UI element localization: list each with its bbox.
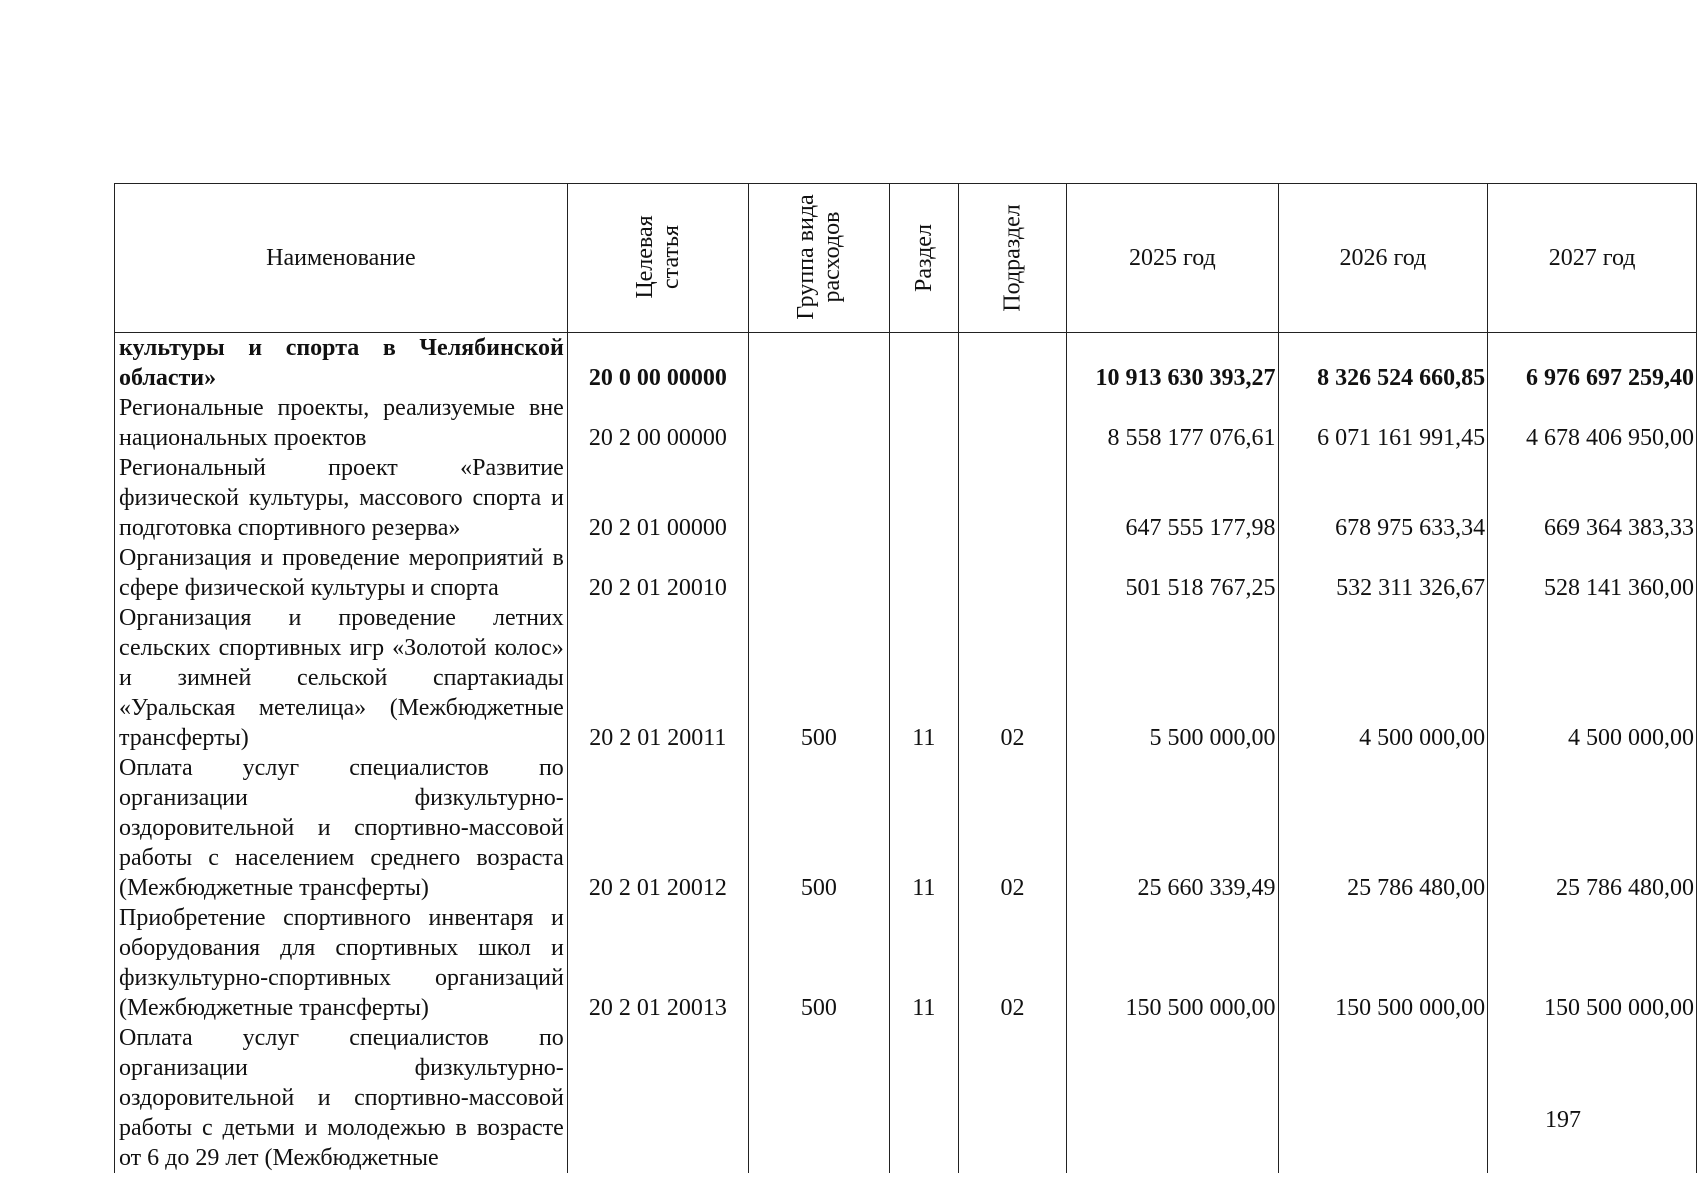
- header-exp-group-label: Группа вида расходов: [792, 194, 845, 320]
- header-2025: 2025 год: [1067, 184, 1278, 333]
- page-number: 197: [1545, 1107, 1581, 1133]
- row-group: 500: [748, 903, 889, 1023]
- header-section-label: Раздел: [910, 224, 937, 292]
- row-name: Оплата услуг специалистов по организации физкультурно-оздоровительной и спортивно-массовой работы с населением среднего возраста (Межбюджетные трансферты): [115, 753, 568, 903]
- row-subsection: [958, 393, 1066, 453]
- header-name: Наименование: [115, 184, 568, 333]
- row-2027: 669 364 383,33: [1488, 453, 1697, 543]
- row-subsection: [958, 543, 1066, 603]
- row-2026: 8 326 524 660,85: [1278, 333, 1488, 394]
- header-2027: 2027 год: [1488, 184, 1697, 333]
- row-2025: 647 555 177,98: [1067, 453, 1278, 543]
- row-group: [748, 393, 889, 453]
- table-row: [115, 603, 1697, 753]
- budget-table: [114, 183, 1697, 1173]
- header-section: [889, 184, 958, 333]
- table-row: [115, 903, 1697, 1023]
- row-section: 11: [889, 753, 958, 903]
- row-subsection: [958, 453, 1066, 543]
- row-2026: 6 071 161 991,45: [1278, 393, 1488, 453]
- row-code: 20 2 01 20010: [567, 543, 748, 603]
- row-code: 20 0 00 00000: [567, 333, 748, 394]
- row-name: Региональный проект «Развитие физической культуры, массового спорта и подготовка спортивного резерва»: [115, 453, 568, 543]
- header-subsection-label: Подраздел: [999, 204, 1026, 312]
- row-group: [748, 1023, 889, 1173]
- row-code: 20 2 01 20013: [567, 903, 748, 1023]
- row-code: [567, 1023, 748, 1173]
- row-2025: 8 558 177 076,61: [1067, 393, 1278, 453]
- header-2026: 2026 год: [1278, 184, 1488, 333]
- row-section: [889, 333, 958, 394]
- row-2026: 678 975 633,34: [1278, 453, 1488, 543]
- row-2026: 532 311 326,67: [1278, 543, 1488, 603]
- row-2025: 150 500 000,00: [1067, 903, 1278, 1023]
- row-2027: 150 500 000,00: [1488, 903, 1697, 1023]
- row-section: [889, 453, 958, 543]
- row-section: 11: [889, 903, 958, 1023]
- row-2026: 25 786 480,00: [1278, 753, 1488, 903]
- row-name: культуры и спорта в Челябинской области»: [115, 333, 568, 394]
- row-2025: 5 500 000,00: [1067, 603, 1278, 753]
- row-2027: 4 678 406 950,00: [1488, 393, 1697, 453]
- row-section: [889, 393, 958, 453]
- header-subsection: [958, 184, 1066, 333]
- row-subsection: 02: [958, 903, 1066, 1023]
- row-name: Приобретение спортивного инвентаря и оборудования для спортивных школ и физкультурно-спортивных организаций (Межбюджетные трансферты): [115, 903, 568, 1023]
- table-row: [115, 393, 1697, 453]
- row-2025: 10 913 630 393,27: [1067, 333, 1278, 394]
- row-section: [889, 543, 958, 603]
- row-2026: [1278, 1023, 1488, 1173]
- table-row: [115, 1023, 1697, 1173]
- header-target: [567, 184, 748, 333]
- row-group: [748, 333, 889, 394]
- row-group: [748, 543, 889, 603]
- row-code: 20 2 01 20012: [567, 753, 748, 903]
- header-row: [115, 184, 1697, 333]
- row-name: Оплата услуг специалистов по организации физкультурно-оздоровительной и спортивно-массовой работы с детьми и молодежью в возрасте от 6 до 29 лет (Межбюджетные: [115, 1023, 568, 1173]
- table-row: [115, 333, 1697, 394]
- row-2026: 4 500 000,00: [1278, 603, 1488, 753]
- row-code: 20 2 01 20011: [567, 603, 748, 753]
- row-2027: 4 500 000,00: [1488, 603, 1697, 753]
- row-subsection: [958, 1023, 1066, 1173]
- row-group: 500: [748, 603, 889, 753]
- row-2027: 25 786 480,00: [1488, 753, 1697, 903]
- table-row: [115, 453, 1697, 543]
- header-target-label: Целевая статья: [631, 215, 684, 299]
- row-subsection: [958, 333, 1066, 394]
- table-row: [115, 753, 1697, 903]
- row-code: 20 2 00 00000: [567, 393, 748, 453]
- row-2025: [1067, 1023, 1278, 1173]
- row-name: Региональные проекты, реализуемые вне национальных проектов: [115, 393, 568, 453]
- row-2026: 150 500 000,00: [1278, 903, 1488, 1023]
- table-row: [115, 543, 1697, 603]
- row-group: 500: [748, 753, 889, 903]
- row-section: [889, 1023, 958, 1173]
- row-2027: 6 976 697 259,40: [1488, 333, 1697, 394]
- row-subsection: 02: [958, 603, 1066, 753]
- row-2027: 528 141 360,00: [1488, 543, 1697, 603]
- row-2025: 501 518 767,25: [1067, 543, 1278, 603]
- row-2027: [1488, 1023, 1697, 1173]
- row-name: Организация и проведение мероприятий в сфере физической культуры и спорта: [115, 543, 568, 603]
- row-2025: 25 660 339,49: [1067, 753, 1278, 903]
- row-section: 11: [889, 603, 958, 753]
- row-group: [748, 453, 889, 543]
- row-code: 20 2 01 00000: [567, 453, 748, 543]
- row-name: Организация и проведение летних сельских спортивных игр «Золотой колос» и зимней сельской спартакиады «Уральская метелица» (Межбюджетные трансферты): [115, 603, 568, 753]
- header-exp-group: [748, 184, 889, 333]
- row-subsection: 02: [958, 753, 1066, 903]
